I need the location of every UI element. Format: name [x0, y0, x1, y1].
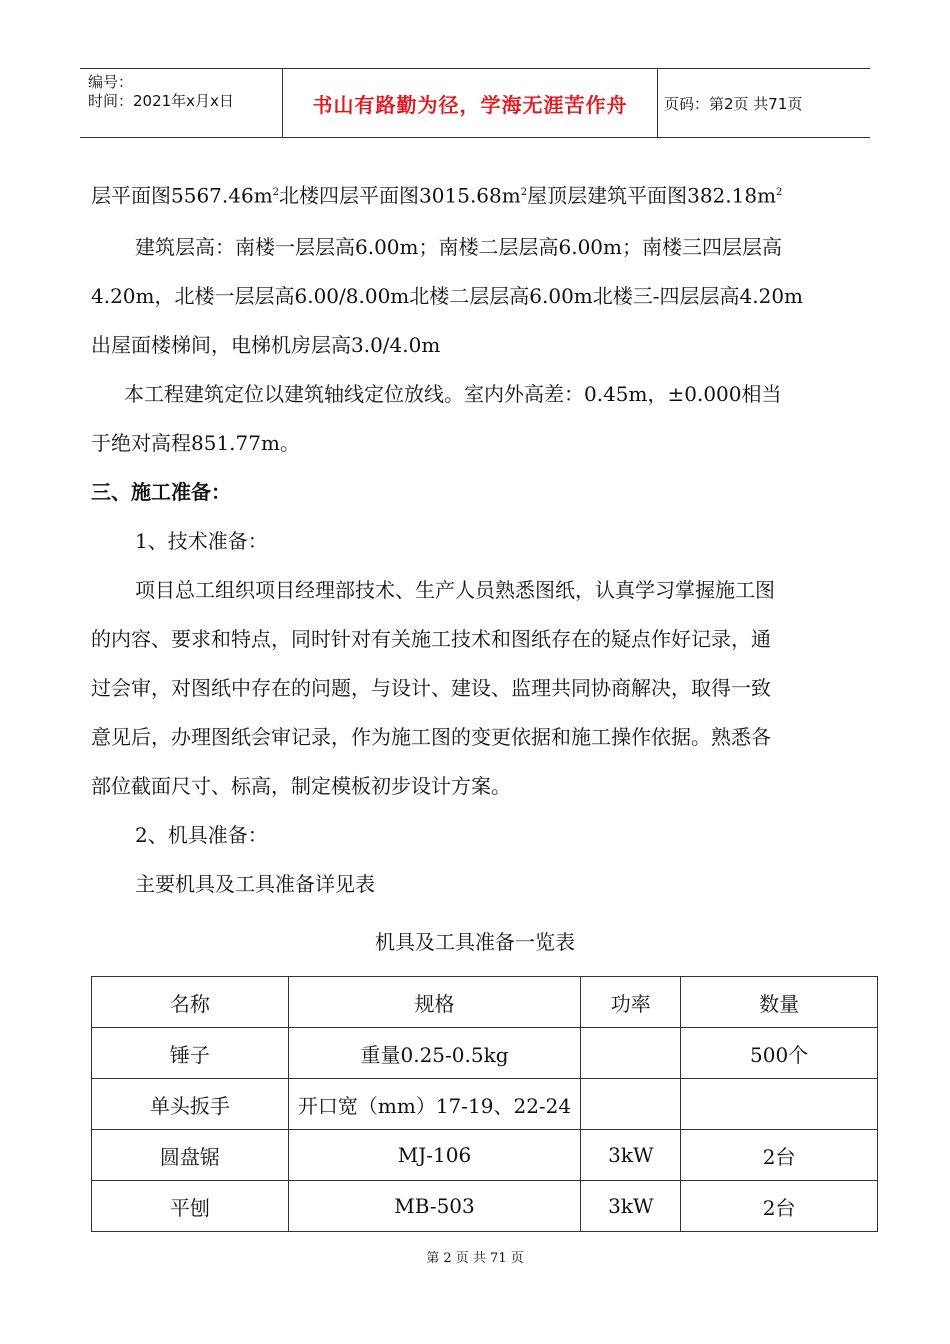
table-row	[92, 1181, 878, 1232]
table-row	[92, 1028, 878, 1079]
header-page-number: 页码：第2页 共71页	[664, 95, 803, 113]
table-row	[92, 1079, 878, 1130]
table-cell: 3kW	[581, 1181, 681, 1232]
column-header: 数量	[681, 977, 878, 1028]
positioning-line-1: 本工程建筑定位以建筑轴线定位放线。室内外高差：0.45m，±0.000相当	[124, 381, 782, 406]
page-header	[80, 68, 870, 138]
table-cell: MJ-106	[288, 1130, 581, 1181]
table-cell: 2台	[681, 1181, 878, 1232]
tech-prep-paragraph-line-2: 的内容、要求和特点，同时针对有关施工技术和图纸存在的疑点作好记录，通	[91, 626, 771, 651]
column-header: 名称	[92, 977, 289, 1028]
document-body	[91, 168, 861, 909]
positioning-line-2: 于绝对高程851.77m。	[91, 430, 300, 455]
floor-heights-line-3: 出屋面楼梯间，电梯机房层高3.0/4.0m	[91, 332, 441, 357]
table-cell: 重量0.25-0.5kg	[288, 1028, 581, 1079]
table-cell: 锤子	[92, 1028, 289, 1079]
area-text-1: 层平面图5567.46m	[91, 183, 273, 208]
table-cell	[581, 1028, 681, 1079]
table-cell: 平刨	[92, 1181, 289, 1232]
tech-prep-paragraph-line-1: 项目总工组织项目经理部技术、生产人员熟悉图纸，认真学习掌握施工图	[135, 577, 775, 602]
table-cell: 2台	[681, 1130, 878, 1181]
equipment-table	[91, 976, 878, 1232]
floor-heights-line-2: 4.20m，北楼一层层高6.00/8.00m北楼二层层高6.00m北楼三-四层层高4.20m	[91, 283, 804, 308]
area-line	[91, 168, 861, 221]
area-text-2: 北楼四层平面图3015.68m	[279, 183, 521, 208]
table-cell: 500个	[681, 1028, 878, 1079]
document-number-label: 编号：	[88, 73, 134, 91]
tech-prep-paragraph-line-5: 部位截面尺寸、标高，制定模板初步设计方案。	[91, 773, 511, 798]
tech-prep-paragraph-line-3: 过会审，对图纸中存在的问题，与设计、建设、监理共同协商解决，取得一致	[91, 675, 771, 700]
column-header: 规格	[288, 977, 581, 1028]
page-footer: 第 2 页 共 71 页	[426, 1251, 524, 1266]
tech-prep-heading: 1、技术准备：	[135, 528, 268, 553]
table-cell: 3kW	[581, 1130, 681, 1181]
table-title: 机具及工具准备一览表	[375, 930, 575, 954]
table-cell	[681, 1079, 878, 1130]
header-motto-cell	[282, 69, 658, 137]
equipment-intro: 主要机具及工具准备详见表	[135, 871, 375, 896]
header-motto: 书山有路勤为径，学海无涯苦作舟	[312, 92, 628, 117]
table-row	[92, 1130, 878, 1181]
equipment-prep-heading: 2、机具准备：	[135, 822, 268, 847]
floor-heights-line-1: 建筑层高：南楼一层层高6.00m；南楼二层层高6.00m；南楼三四层层高	[135, 234, 782, 259]
tech-prep-paragraph-line-4: 意见后，办理图纸会审记录，作为施工图的变更依据和施工操作依据。熟悉各	[91, 724, 771, 749]
superscript-2: 2	[776, 187, 783, 198]
superscript-2: 2	[520, 187, 528, 198]
superscript-2: 2	[272, 187, 280, 198]
table-cell: 单头扳手	[92, 1079, 289, 1130]
table-cell: 开口宽（mm）17-19、22-24	[288, 1079, 581, 1130]
table-cell: MB-503	[288, 1181, 581, 1232]
table-cell: 圆盘锯	[92, 1130, 289, 1181]
section-3-heading: 三、施工准备：	[91, 479, 231, 504]
column-header: 功率	[581, 977, 681, 1028]
area-text-3: 屋顶层建筑平面图382.18m	[527, 183, 777, 208]
header-meta	[88, 73, 234, 111]
table-cell	[581, 1079, 681, 1130]
table-header-row	[92, 977, 878, 1028]
document-date: 时间：2021年x月x日	[88, 92, 234, 110]
